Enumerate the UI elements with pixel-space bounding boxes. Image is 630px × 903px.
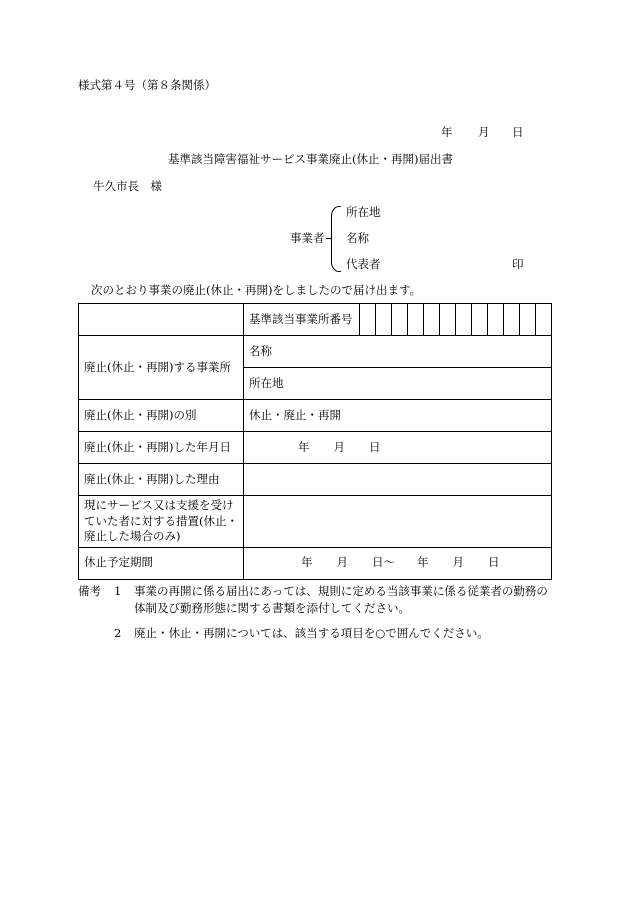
table-row — [79, 496, 552, 548]
closure-date — [249, 440, 381, 454]
office-number-digit[interactable] — [488, 304, 504, 336]
table-row — [79, 304, 552, 336]
office-address-label: 所在地 — [249, 375, 284, 390]
note-number: 2 — [114, 626, 122, 640]
closure-month: 月 — [333, 439, 345, 454]
office-number-digit[interactable] — [520, 304, 536, 336]
applicant-name-label: 名称 — [346, 231, 369, 245]
date-month: 月 — [478, 125, 490, 139]
form-number: 様式第４号（第８条関係） — [78, 78, 216, 92]
table-row — [79, 400, 552, 432]
office-number-digit[interactable] — [376, 304, 392, 336]
notes-section — [78, 583, 548, 642]
reason-field[interactable] — [244, 464, 552, 496]
date-label: 廃止(休止・再開)した年月日 — [79, 432, 244, 464]
type-label: 廃止(休止・再開)の別 — [79, 400, 244, 432]
office-number-digit[interactable] — [440, 304, 456, 336]
closure-day: 日 — [369, 439, 381, 454]
office-number-digit[interactable] — [360, 304, 376, 336]
office-number-digit[interactable] — [472, 304, 488, 336]
period-end-day: 日 — [488, 555, 500, 570]
measures-label: 現にサービス又は支援を受けていた者に対する措置(休止・廃止した場合のみ) — [79, 496, 244, 548]
office-number-digit[interactable] — [392, 304, 408, 336]
applicant-representative-label: 代表者 — [346, 257, 381, 271]
note-number: 1 — [114, 584, 122, 598]
table-row — [79, 464, 552, 496]
office-name-field[interactable] — [244, 336, 552, 368]
measures-field[interactable] — [244, 496, 552, 548]
table-row — [79, 432, 552, 464]
table-row — [79, 547, 552, 579]
office-number-digit[interactable] — [424, 304, 440, 336]
brace-notch — [326, 238, 332, 239]
period-start-year: 年 — [301, 555, 313, 570]
closure-year: 年 — [298, 439, 310, 454]
office-number-label: 基準該当事業所番号 — [244, 304, 360, 336]
note-item — [78, 625, 548, 642]
suspension-period-field[interactable] — [244, 547, 552, 579]
period-end-year: 年 — [417, 555, 429, 570]
closure-date-field[interactable] — [244, 432, 552, 464]
form-table — [78, 303, 552, 580]
period-end-month: 月 — [452, 555, 464, 570]
period-start-month: 月 — [336, 555, 348, 570]
period-start-day: 日〜 — [372, 555, 395, 570]
table-row — [79, 336, 552, 368]
note-text: 廃止・休止・再開については、該当する項目を○で囲んでください。 — [134, 626, 489, 640]
office-number-digit[interactable] — [536, 304, 552, 336]
reason-label: 廃止(休止・再開)した理由 — [79, 464, 244, 496]
office-address-field[interactable] — [244, 368, 552, 400]
empty-cell — [79, 304, 244, 336]
brace-bracket — [331, 206, 341, 272]
suspension-period — [249, 555, 500, 569]
date-year: 年 — [441, 125, 453, 139]
applicant-address-label: 所在地 — [346, 205, 381, 219]
document-title: 基準該当障害福祉サービス事業廃止(休止・再開)届出書 — [168, 152, 453, 166]
type-value[interactable]: 休止・廃止・再開 — [244, 400, 552, 432]
intro-text: 次のとおり事業の廃止(休止・再開)をしましたので届け出ます。 — [91, 283, 422, 297]
office-name-label: 名称 — [249, 343, 272, 358]
applicant-label: 事業者 — [290, 231, 325, 245]
notes-heading: 備考 — [78, 584, 101, 598]
office-number-digit[interactable] — [408, 304, 424, 336]
period-label: 休止予定期間 — [79, 547, 244, 579]
office-number-digit[interactable] — [456, 304, 472, 336]
note-text: 事業の再開に係る届出にあっては、規則に定める当該事業に係る従業者の勤務の体制及び勤務形態に関する書類を添付してください。 — [134, 584, 548, 615]
date-day: 日 — [512, 125, 524, 139]
note-item — [78, 583, 548, 617]
office-number-digit[interactable] — [504, 304, 520, 336]
seal-mark: 印 — [512, 257, 524, 271]
office-label: 廃止(休止・再開)する事業所 — [79, 336, 244, 400]
addressee: 牛久市長 様 — [93, 179, 162, 193]
